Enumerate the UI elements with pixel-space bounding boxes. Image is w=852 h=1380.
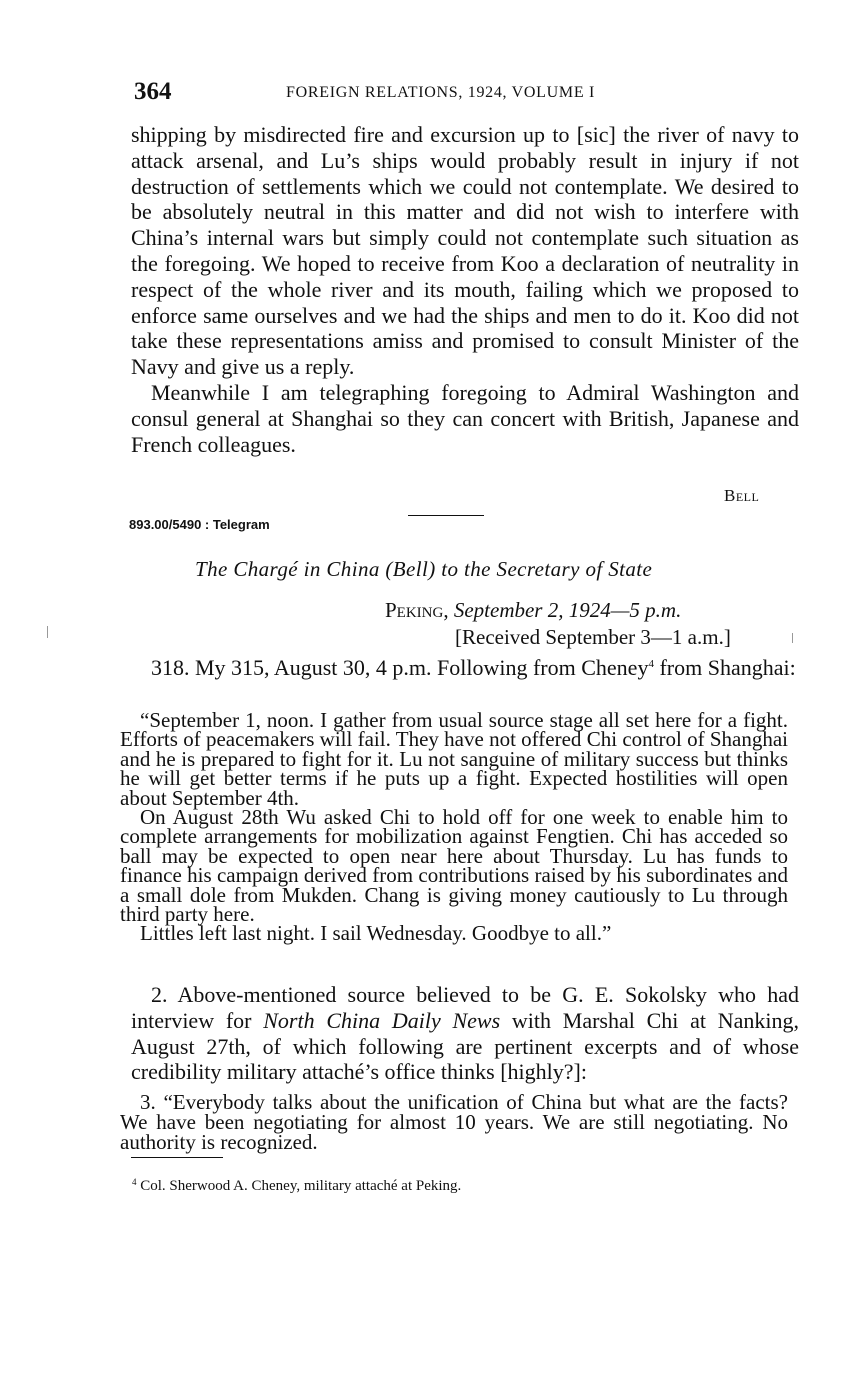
file-number: 893.00/5490 : Telegram [129, 517, 270, 532]
section-3-text: 3. “Everybody talks about the unification of China but what are the facts? We have been negotiating for almost 10 years. We are still negotiating. No authority is recognized. [120, 1090, 788, 1154]
dateline-place: Peking, [385, 598, 449, 622]
signature: Bell [724, 486, 760, 505]
opening-paragraph [131, 652, 799, 681]
document-title: The Chargé in China (Bell) to the Secretary of State [195, 557, 653, 581]
opening-text: 318. My 315, August 30, 4 p.m. Following from Cheney [151, 655, 649, 680]
quote-paragraph: Littles left last night. I sail Wednesday. Goodbye to all.” [140, 921, 612, 946]
running-title: FOREIGN RELATIONS, 1924, VOLUME I [286, 84, 596, 101]
newspaper-name: North China Daily News [263, 1007, 501, 1033]
section-2 [131, 982, 799, 1085]
quote-paragraph: “September 1, noon. I gather from usual source stage all set here for a fight. Efforts of peacemakers will fail. They have not offered Chi control of Shanghai and he is prepared to fight for it. Lu not sanguine of military success but thinks he will get better terms if he puts up a fight. Expected hostilities will open about September 4th. [120, 708, 788, 810]
scan-mark [792, 633, 793, 643]
footnote-number: 4 [132, 1177, 137, 1187]
dateline-date: September 2, 1924—5 p.m. [453, 598, 682, 622]
footnote-text: Col. Sherwood A. Cheney, military attaché at Peking. [140, 1178, 462, 1194]
opening-text-end: from Shanghai: [659, 655, 796, 680]
continuation-text [131, 122, 799, 457]
page-header [134, 78, 654, 108]
quote-paragraph: On August 28th Wu asked Chi to hold off for one week to enable him to complete arrangements for mobilization against Fengtien. Chi has acceded so ball may be expected to open near here about Thursday. Lu has funds to finance his campaign derived from contributions raised by his subordinates and a small dole from Mukden. Chang is giving money cautiously to Lu through third party here. [120, 805, 788, 927]
continuation-paragraph-2: Meanwhile I am telegraphing foregoing to Admiral Washington and consul general at Shanghai so they can concert with British, Japanese and French colleagues. [131, 379, 799, 457]
scan-mark [47, 626, 48, 638]
section-2-text: 2. Above-mentioned source believed to be G. E. Sokolsky who had interview for [131, 982, 799, 1033]
dateline [385, 598, 681, 623]
footnote [132, 1177, 461, 1195]
section-3 [120, 1092, 788, 1152]
section-divider [408, 515, 484, 516]
footnote-rule [131, 1157, 223, 1158]
quoted-telegram [120, 708, 788, 946]
page-number: 364 [134, 78, 172, 105]
footnote-marker: 4 [648, 658, 654, 670]
section-2-text-end: with Marshal Chi at Nanking, August 27th, of which following are pertinent excerpts and of whose credibility military attaché’s office thinks [highly?]: [131, 1007, 800, 1085]
continuation-paragraph: shipping by misdirected fire and excursion up to [sic] the river of navy to attack arsenal, and Lu’s ships would probably result in injury if not destruction of settlements which we could not contemplate. We desired to be absolutely neutral in this matter and did not wish to interfere with China’s internal wars but simply could not contemplate such situation as the foregoing. We hoped to receive from Koo a declaration of neutrality in respect of the whole river and its mouth, failing which we proposed to enforce same ourselves and we had the ships and men to do it. Koo did not take these representations amiss and promised to consult Minister of the Navy and give us a reply. [131, 122, 799, 380]
received-line: [Received September 3—1 a.m.] [455, 625, 731, 649]
